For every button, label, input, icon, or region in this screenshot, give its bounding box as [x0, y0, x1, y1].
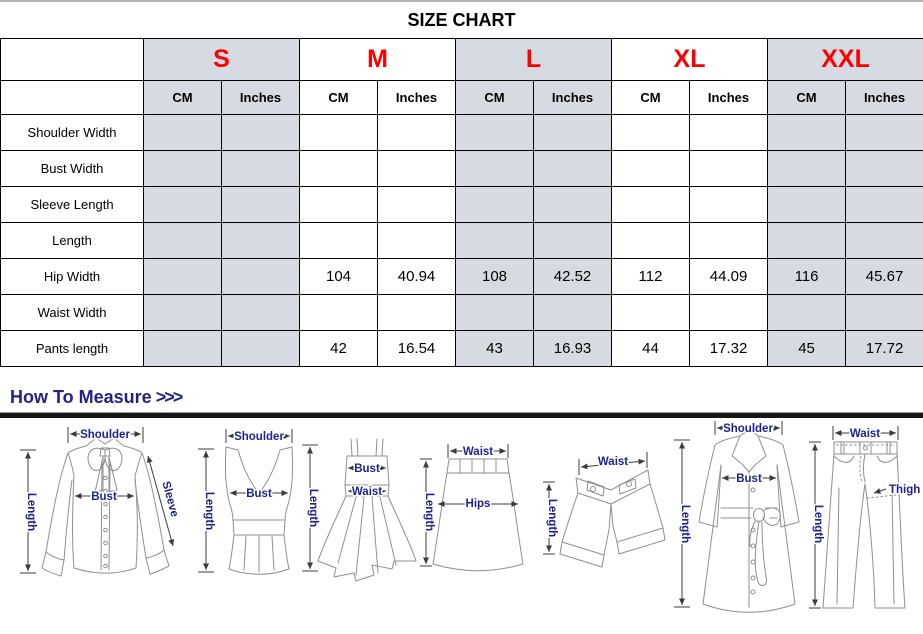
length-label: Length [812, 504, 824, 544]
value-cell [768, 115, 846, 151]
value-cell [378, 115, 456, 151]
length-label: Length [546, 498, 558, 538]
hips-label: Hips [465, 498, 491, 510]
value-cell [144, 223, 222, 259]
shoulder-label: Shoulder [234, 431, 284, 443]
value-cell: 43 [456, 331, 534, 367]
table-row [1, 223, 923, 259]
bust-label: Bust [246, 488, 272, 500]
value-cell [690, 223, 768, 259]
blouse-diagram [6, 420, 188, 592]
value-cell [144, 295, 222, 331]
size-col-header-xxl: XXL [768, 39, 923, 81]
value-cell [690, 187, 768, 223]
value-cell [846, 223, 923, 259]
value-cell [690, 151, 768, 187]
value-cell [690, 115, 768, 151]
value-cell: 40.94 [378, 259, 456, 295]
thigh-label: Thigh [889, 484, 921, 496]
value-cell [612, 295, 690, 331]
value-cell [144, 151, 222, 187]
value-cell [378, 223, 456, 259]
unit-header-cm: CM [768, 81, 846, 115]
value-cell [768, 223, 846, 259]
value-cell [534, 295, 612, 331]
value-cell [846, 187, 923, 223]
value-cell [300, 115, 378, 151]
table-row [1, 115, 923, 151]
row-label: Bust Width [1, 151, 144, 187]
table-row [1, 295, 923, 331]
size-col-header-m: M [300, 39, 456, 81]
pants-diagram [808, 418, 923, 620]
value-cell [222, 223, 300, 259]
corner-cell [1, 81, 144, 115]
value-cell [768, 295, 846, 331]
shorts-diagram [543, 438, 671, 590]
value-cell [612, 115, 690, 151]
size-table [0, 38, 923, 367]
value-cell [768, 187, 846, 223]
unit-header-cm: CM [144, 81, 222, 115]
value-cell: 16.54 [378, 331, 456, 367]
size-col-header-s: S [144, 39, 300, 81]
page-title: SIZE CHART [407, 10, 516, 30]
value-cell [846, 115, 923, 151]
unit-header-inches: Inches [534, 81, 612, 115]
row-label: Sleeve Length [1, 187, 144, 223]
table-row [1, 187, 923, 223]
value-cell [222, 295, 300, 331]
value-cell [300, 151, 378, 187]
value-cell [378, 295, 456, 331]
value-cell [612, 223, 690, 259]
value-cell [300, 187, 378, 223]
corner-cell [1, 39, 144, 81]
dress-diagram [298, 435, 420, 585]
value-cell [534, 223, 612, 259]
tank-top-diagram [188, 423, 310, 585]
value-cell: 17.32 [690, 331, 768, 367]
row-label: Length [1, 223, 144, 259]
length-label: Length [25, 492, 37, 532]
value-cell [534, 187, 612, 223]
unit-header-cm: CM [612, 81, 690, 115]
value-cell [144, 115, 222, 151]
unit-header-row [1, 81, 923, 115]
unit-header-inches: Inches [846, 81, 923, 115]
bust-label: Bust [354, 463, 380, 475]
value-cell: 104 [300, 259, 378, 295]
value-cell [144, 259, 222, 295]
value-cell: 42 [300, 331, 378, 367]
row-label: Shoulder Width [1, 115, 144, 151]
value-cell: 42.52 [534, 259, 612, 295]
value-cell: 17.72 [846, 331, 923, 367]
table-row [1, 151, 923, 187]
length-label: Length [307, 488, 319, 528]
value-cell [612, 151, 690, 187]
table-row [1, 259, 923, 295]
value-cell [846, 295, 923, 331]
size-header-row [1, 39, 923, 81]
value-cell [300, 295, 378, 331]
value-cell [690, 295, 768, 331]
unit-header-inches: Inches [690, 81, 768, 115]
value-cell [612, 187, 690, 223]
unit-header-inches: Inches [222, 81, 300, 115]
value-cell [144, 331, 222, 367]
table-row [1, 331, 923, 367]
measure-diagrams [0, 418, 923, 624]
waist-label: Waist [597, 456, 629, 468]
value-cell [222, 259, 300, 295]
bust-label: Bust [91, 491, 117, 503]
size-col-header-xl: XL [612, 39, 768, 81]
length-label: Length [203, 491, 215, 531]
value-cell [222, 115, 300, 151]
value-cell [846, 151, 923, 187]
value-cell: 44 [612, 331, 690, 367]
row-label: Pants length [1, 331, 144, 367]
bust-label: Bust [736, 473, 762, 485]
length-label: Length [679, 504, 691, 544]
value-cell: 116 [768, 259, 846, 295]
sleeve-label: Sleeve [159, 480, 181, 519]
value-cell: 108 [456, 259, 534, 295]
shoulder-label: Shoulder [80, 429, 130, 441]
row-label: Hip Width [1, 259, 144, 295]
unit-header-cm: CM [300, 81, 378, 115]
chevrons-icon: >>> [155, 387, 182, 407]
how-to-measure-text: How To Measure [10, 387, 152, 407]
value-cell [456, 187, 534, 223]
value-cell [222, 187, 300, 223]
value-cell [300, 223, 378, 259]
value-cell [144, 187, 222, 223]
how-to-measure-heading [10, 387, 923, 408]
value-cell [456, 151, 534, 187]
skirt-diagram [418, 442, 536, 584]
value-cell [378, 151, 456, 187]
value-cell [222, 331, 300, 367]
waist-label: Waist [351, 486, 383, 498]
value-cell: 44.09 [690, 259, 768, 295]
row-label: Waist Width [1, 295, 144, 331]
size-col-header-l: L [456, 39, 612, 81]
value-cell: 45.67 [846, 259, 923, 295]
coat-diagram [658, 418, 824, 618]
waist-label: Waist [462, 446, 494, 458]
unit-header-cm: CM [456, 81, 534, 115]
shoulder-label: Shoulder [723, 423, 773, 435]
value-cell: 112 [612, 259, 690, 295]
value-cell: 16.93 [534, 331, 612, 367]
value-cell [534, 151, 612, 187]
value-cell [222, 151, 300, 187]
value-cell [378, 187, 456, 223]
value-cell [456, 115, 534, 151]
value-cell [768, 151, 846, 187]
value-cell [534, 115, 612, 151]
waist-label: Waist [849, 428, 881, 440]
length-label: Length [423, 492, 435, 532]
value-cell: 45 [768, 331, 846, 367]
unit-header-inches: Inches [378, 81, 456, 115]
value-cell [456, 223, 534, 259]
value-cell [456, 295, 534, 331]
